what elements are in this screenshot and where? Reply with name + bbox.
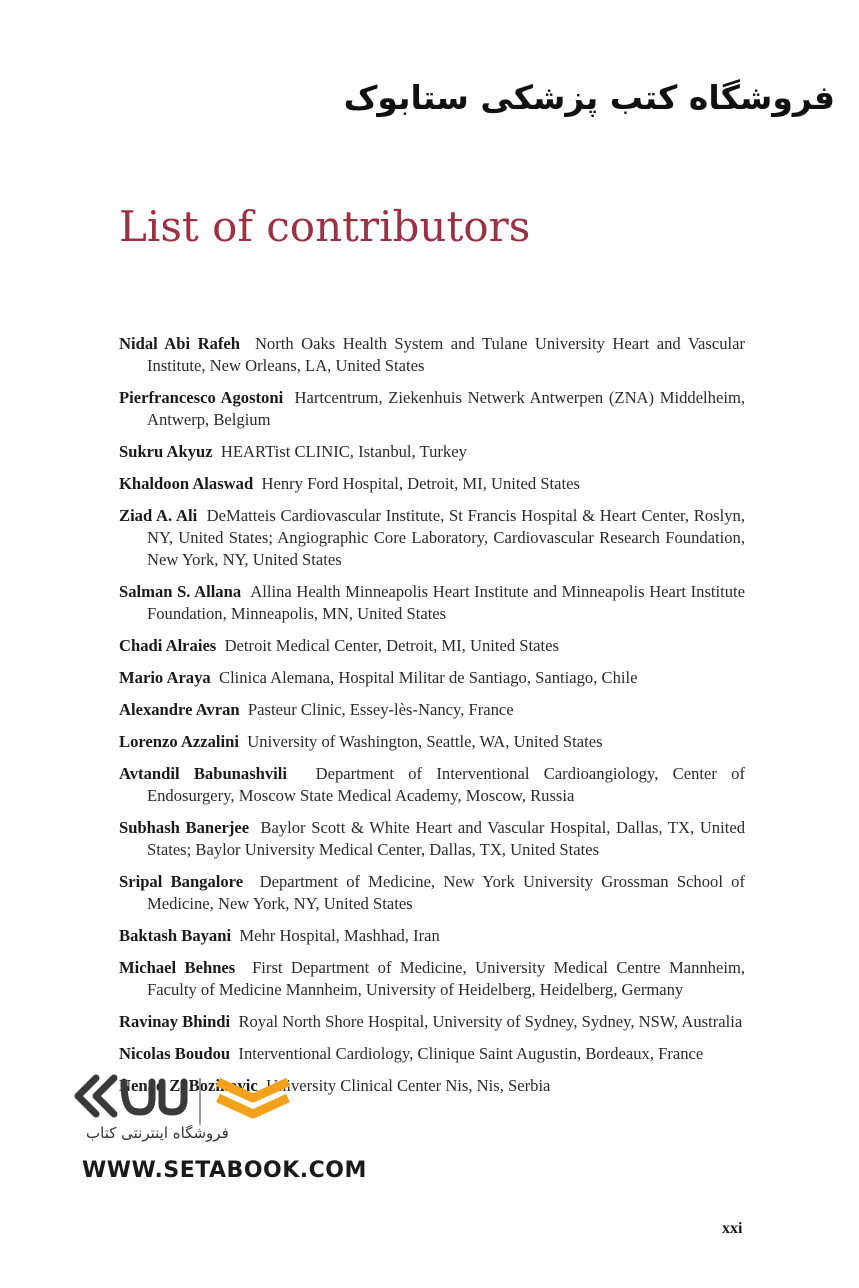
contributor-affiliation: First Department of Medicine, University Medical Centre Mannheim, Faculty of Medicine Mannheim, University of Heidelberg, Heidelberg, Germany: [147, 958, 745, 999]
contributor-affiliation: HEARTist CLINIC, Istanbul, Turkey: [220, 442, 467, 461]
contributor-affiliation: University of Washington, Seattle, WA, United States: [247, 732, 603, 751]
contributor-entry: [119, 473, 745, 495]
contributor-entry: [119, 441, 745, 463]
contributor-affiliation: Mehr Hospital, Mashhad, Iran: [239, 926, 440, 945]
contributor-affiliation: Detroit Medical Center, Detroit, MI, United States: [224, 636, 559, 655]
contributor-entry: [119, 731, 745, 753]
contributor-affiliation: University Clinical Center Nis, Nis, Serbia: [266, 1076, 551, 1095]
contributor-name: Subhash Banerjee: [119, 818, 250, 837]
contributor-entry: [119, 1043, 745, 1065]
contributor-affiliation: Allina Health Minneapolis Heart Institute and Minneapolis Heart Institute Foundation, Minneapolis, MN, United States: [147, 582, 746, 623]
contributor-entry: [119, 333, 745, 377]
contributor-entry: [119, 699, 745, 721]
contributor-affiliation: Baylor Scott & White Heart and Vascular Hospital, Dallas, TX, United States; Baylor University Medical Center, Dallas, TX, United States: [147, 818, 745, 859]
contributor-name: Khaldoon Alaswad: [119, 474, 254, 493]
contributor-name: Baktash Bayani: [119, 926, 232, 945]
watermark-persian-text: فروشگاه اینترنتی کتاب: [86, 1124, 229, 1142]
contributor-affiliation: North Oaks Health System and Tulane University Heart and Vascular Institute, New Orleans, LA, United States: [147, 334, 745, 375]
contributor-name: Ziad A. Ali: [119, 506, 198, 525]
contributor-entry: [119, 667, 745, 689]
contributor-name: Nenad Z. Bozinovic: [119, 1076, 258, 1095]
contributor-name: Sukru Akyuz: [119, 442, 213, 461]
contributor-name: Ravinay Bhindi: [119, 1012, 231, 1031]
contributor-affiliation: Clinica Alemana, Hospital Militar de Santiago, Santiago, Chile: [219, 668, 638, 687]
contributor-name: Sripal Bangalore: [119, 872, 244, 891]
contributor-affiliation: Pasteur Clinic, Essey-lès-Nancy, France: [247, 700, 514, 719]
contributor-name: Salman S. Allana: [119, 582, 242, 601]
store-header-title: فروشگاه کتب پزشکی ستابوک: [343, 78, 835, 117]
contributor-name: Pierfrancesco Agostoni: [119, 388, 284, 407]
page-number: xxi: [722, 1220, 743, 1237]
contributor-entry: [119, 635, 745, 657]
contributor-affiliation: Hartcentrum, Ziekenhuis Netwerk Antwerpen (ZNA) Middelheim, Antwerp, Belgium: [147, 388, 745, 429]
contributor-entry: [119, 957, 745, 1001]
watermark-url: WWW.SETABOOK.COM: [82, 1158, 367, 1183]
contributor-name: Lorenzo Azzalini: [119, 732, 239, 751]
contributor-entry: [119, 817, 745, 861]
contributor-affiliation: Department of Interventional Cardioangiology, Center of Endosurgery, Moscow State Medical Academy, Moscow, Russia: [147, 764, 746, 805]
contributor-entry: [119, 925, 745, 947]
setabook-logo-icon: [68, 1068, 368, 1128]
contributor-affiliation: Royal North Shore Hospital, University of Sydney, Sydney, NSW, Australia: [238, 1012, 743, 1031]
contributor-name: Alexandre Avran: [119, 700, 240, 719]
contributor-entry: [119, 581, 745, 625]
contributor-entry: [119, 871, 745, 915]
contributor-affiliation: Henry Ford Hospital, Detroit, MI, United States: [261, 474, 580, 493]
contributor-name: Michael Behnes: [119, 958, 236, 977]
contributor-entry: [119, 763, 745, 807]
contributor-name: Avtandil Babunashvili: [119, 764, 288, 783]
contributor-entry: [119, 1011, 745, 1033]
contributors-list: [119, 333, 745, 1107]
contributor-affiliation: Department of Medicine, New York University Grossman School of Medicine, New York, NY, United States: [147, 872, 745, 913]
contributor-name: Mario Araya: [119, 668, 211, 687]
contributor-name: Nidal Abi Rafeh: [119, 334, 240, 353]
contributor-affiliation: Interventional Cardiology, Clinique Saint Augustin, Bordeaux, France: [238, 1044, 704, 1063]
contributor-affiliation: DeMatteis Cardiovascular Institute, St Francis Hospital & Heart Center, Roslyn, NY, United States; Angiographic Core Laboratory, Cardiovascular Research Foundation, New York, NY, United States: [147, 506, 745, 569]
setabook-watermark: [68, 1068, 368, 1193]
page-title: List of contributors: [119, 202, 531, 251]
contributor-entry: [119, 387, 745, 431]
contributor-name: Chadi Alraies: [119, 636, 217, 655]
contributor-name: Nicolas Boudou: [119, 1044, 231, 1063]
contributor-entry: [119, 505, 745, 571]
